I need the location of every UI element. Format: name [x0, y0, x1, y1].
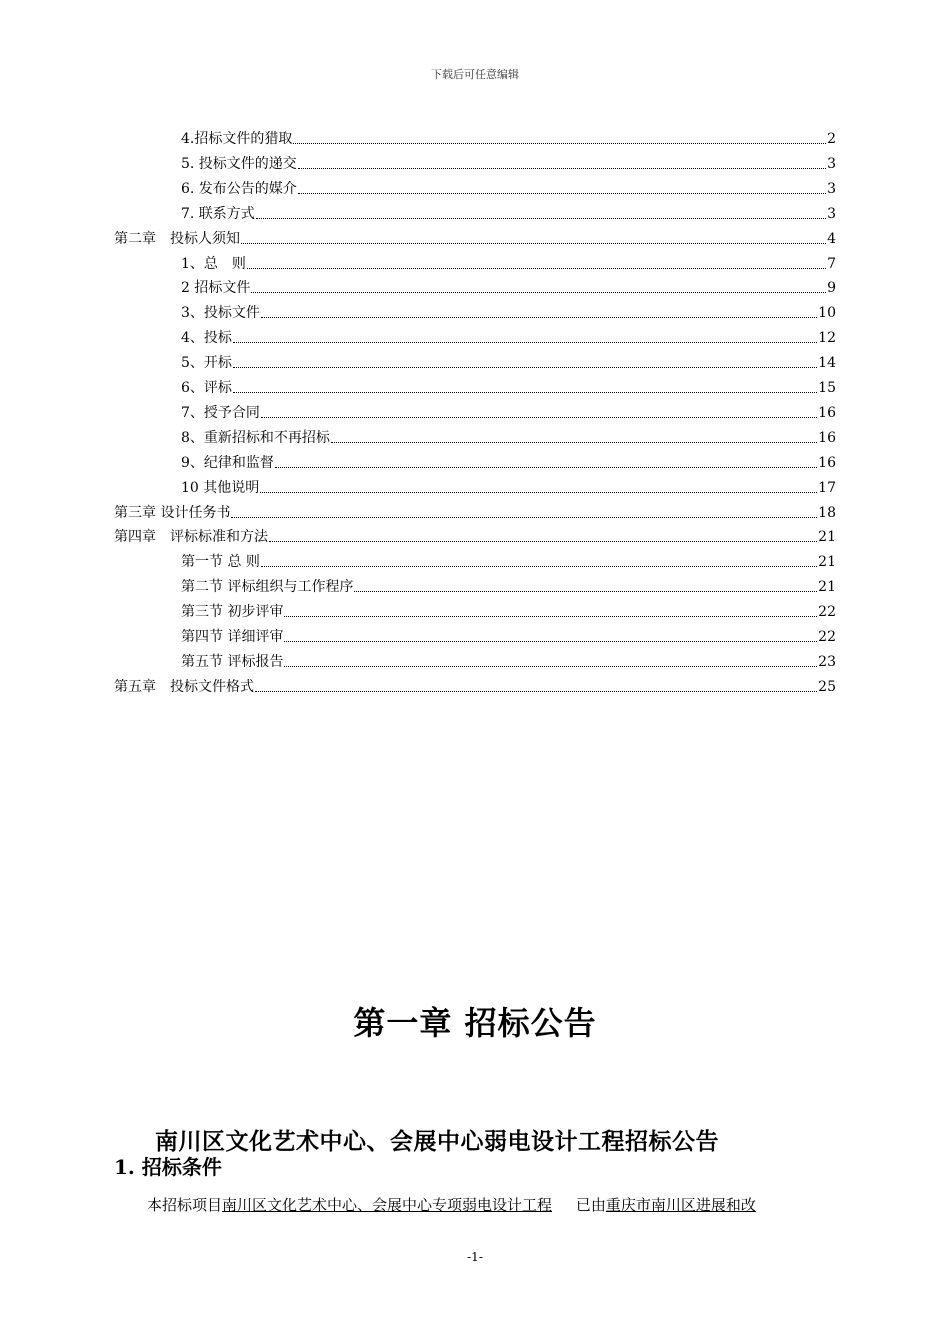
toc-entry-page: 21: [818, 579, 836, 596]
section-title: 1. 招标条件: [114, 1155, 222, 1179]
body-middle: 已由: [575, 1196, 606, 1214]
toc-entry[interactable]: [181, 375, 836, 397]
toc-entry-title: 8、重新招标和不再招标: [181, 429, 330, 446]
toc-leader-dots: [247, 267, 826, 269]
toc-entry[interactable]: [181, 450, 836, 472]
toc-leader-dots: [233, 341, 817, 343]
toc-entry[interactable]: [181, 549, 836, 571]
toc-leader-dots: [261, 565, 817, 567]
toc-leader-dots: [251, 291, 826, 293]
toc-entry-page: 7: [827, 255, 836, 272]
toc-entry-page: 17: [818, 479, 836, 496]
toc-leader-dots: [269, 540, 817, 542]
body-paragraph: [147, 1194, 837, 1215]
toc-entry-title: 第四节 详细评审: [181, 629, 284, 645]
toc-entry-page: 2: [827, 131, 836, 147]
toc-entry[interactable]: [181, 176, 836, 198]
toc-entry-page: 3: [827, 205, 836, 222]
toc-entry-title: 第四章 评标标准和方法: [114, 529, 268, 546]
toc-entry-page: 16: [818, 454, 836, 471]
toc-entry-title: 6. 发布公告的媒介: [181, 180, 297, 197]
toc-entry[interactable]: [181, 599, 836, 621]
toc-leader-dots: [331, 441, 817, 443]
toc-entry-page: 22: [818, 629, 836, 645]
toc-entry[interactable]: [181, 201, 836, 223]
toc-entry-page: 3: [827, 180, 836, 197]
toc-entry[interactable]: [181, 251, 836, 273]
toc-leader-dots: [275, 466, 817, 468]
toc-entry-page: 3: [827, 155, 836, 172]
body-project-name: 南川区文化艺术中心、会展中心专项弱电设计工程: [222, 1196, 553, 1214]
toc-entry-title: 10 其他说明: [181, 479, 260, 496]
toc-entry-page: 4: [827, 230, 836, 247]
toc-entry-page: 12: [818, 330, 836, 347]
toc-entry-title: 第三节 初步评审: [181, 604, 284, 621]
toc-entry-title: 第三章 设计任务书: [114, 504, 231, 521]
toc-leader-dots: [255, 690, 817, 692]
toc-entry-page: 16: [818, 404, 836, 421]
toc-entry-page: 21: [818, 554, 836, 571]
toc-entry-page: 21: [818, 529, 836, 546]
toc-entry-title: 第二章 投标人须知: [114, 230, 240, 247]
toc-entry[interactable]: [114, 500, 836, 522]
toc-entry-page: 22: [818, 604, 836, 621]
body-authority: 重庆市南川区进展和改: [605, 1196, 756, 1214]
toc-entry[interactable]: [114, 674, 836, 696]
toc-entry-page: 10: [818, 305, 836, 322]
toc-entry[interactable]: [181, 350, 836, 372]
chapter-title: 第一章 招标公告: [353, 1004, 597, 1042]
header-note: 下载后可任意编辑: [431, 68, 519, 81]
body-prefix: 本招标项目: [147, 1196, 223, 1214]
toc-entry-title: 9、纪律和监督: [181, 454, 274, 471]
toc-entry-page: 23: [818, 653, 836, 670]
toc-entry[interactable]: [114, 226, 836, 248]
toc-entry-title: 2 招标文件: [181, 280, 251, 297]
toc-entry-page: 14: [818, 355, 836, 372]
toc-entry[interactable]: [181, 649, 836, 671]
toc-entry[interactable]: [114, 524, 836, 546]
toc-entry-title: 第五章 投标文件格式: [114, 678, 254, 695]
toc-leader-dots: [256, 217, 826, 219]
toc-entry-title: 第一节 总 则: [181, 554, 260, 571]
announcement-title: 南川区文化艺术中心、会展中心弱电设计工程招标公告: [155, 1128, 719, 1155]
toc-entry[interactable]: [181, 151, 836, 173]
toc-entry-title: 6、评标: [181, 380, 232, 396]
toc-entry-page: 16: [818, 429, 836, 446]
toc-entry[interactable]: [181, 475, 836, 497]
toc-leader-dots: [261, 316, 817, 318]
toc-leader-dots: [233, 366, 817, 368]
toc-entry-title: 4、投标: [181, 330, 232, 347]
toc-leader-dots: [298, 167, 826, 169]
toc-entry[interactable]: [181, 574, 836, 596]
page-number: -1-: [467, 1250, 483, 1264]
toc-entry[interactable]: [181, 425, 836, 447]
toc-entry[interactable]: [181, 126, 836, 148]
toc-entry-title: 1、总 则: [181, 255, 246, 272]
toc-entry-title: 5、开标: [181, 355, 232, 372]
toc-entry-page: 9: [827, 280, 836, 297]
toc-entry[interactable]: [181, 300, 836, 322]
toc-leader-dots: [284, 615, 817, 617]
toc-entry[interactable]: [181, 400, 836, 422]
toc-leader-dots: [261, 416, 817, 418]
toc-entry-title: 第二节 评标组织与工作程序: [181, 579, 354, 596]
toc-leader-dots: [354, 590, 817, 592]
toc-entry-page: 25: [818, 678, 836, 695]
toc-entry-title: 3、投标文件: [181, 305, 260, 322]
toc-leader-dots: [231, 516, 817, 518]
toc-entry[interactable]: [181, 325, 836, 347]
toc-leader-dots: [298, 192, 826, 194]
toc-leader-dots: [293, 142, 826, 144]
toc-entry[interactable]: [181, 275, 836, 297]
toc-entry-title: 4.招标文件的猎取: [181, 131, 293, 147]
toc-entry-page: 15: [818, 380, 836, 396]
toc-entry-title: 7. 联系方式: [181, 205, 255, 222]
toc-leader-dots: [284, 640, 817, 642]
toc-leader-dots: [233, 391, 817, 393]
toc-leader-dots: [241, 242, 826, 244]
toc-leader-dots: [284, 665, 817, 667]
toc-entry-title: 5. 投标文件的递交: [181, 155, 297, 172]
toc-entry-title: 7、授予合同: [181, 404, 260, 421]
toc-leader-dots: [260, 491, 817, 493]
toc-entry[interactable]: [181, 624, 836, 646]
toc-entry-title: 第五节 评标报告: [181, 653, 284, 670]
toc-entry-page: 18: [818, 504, 836, 521]
